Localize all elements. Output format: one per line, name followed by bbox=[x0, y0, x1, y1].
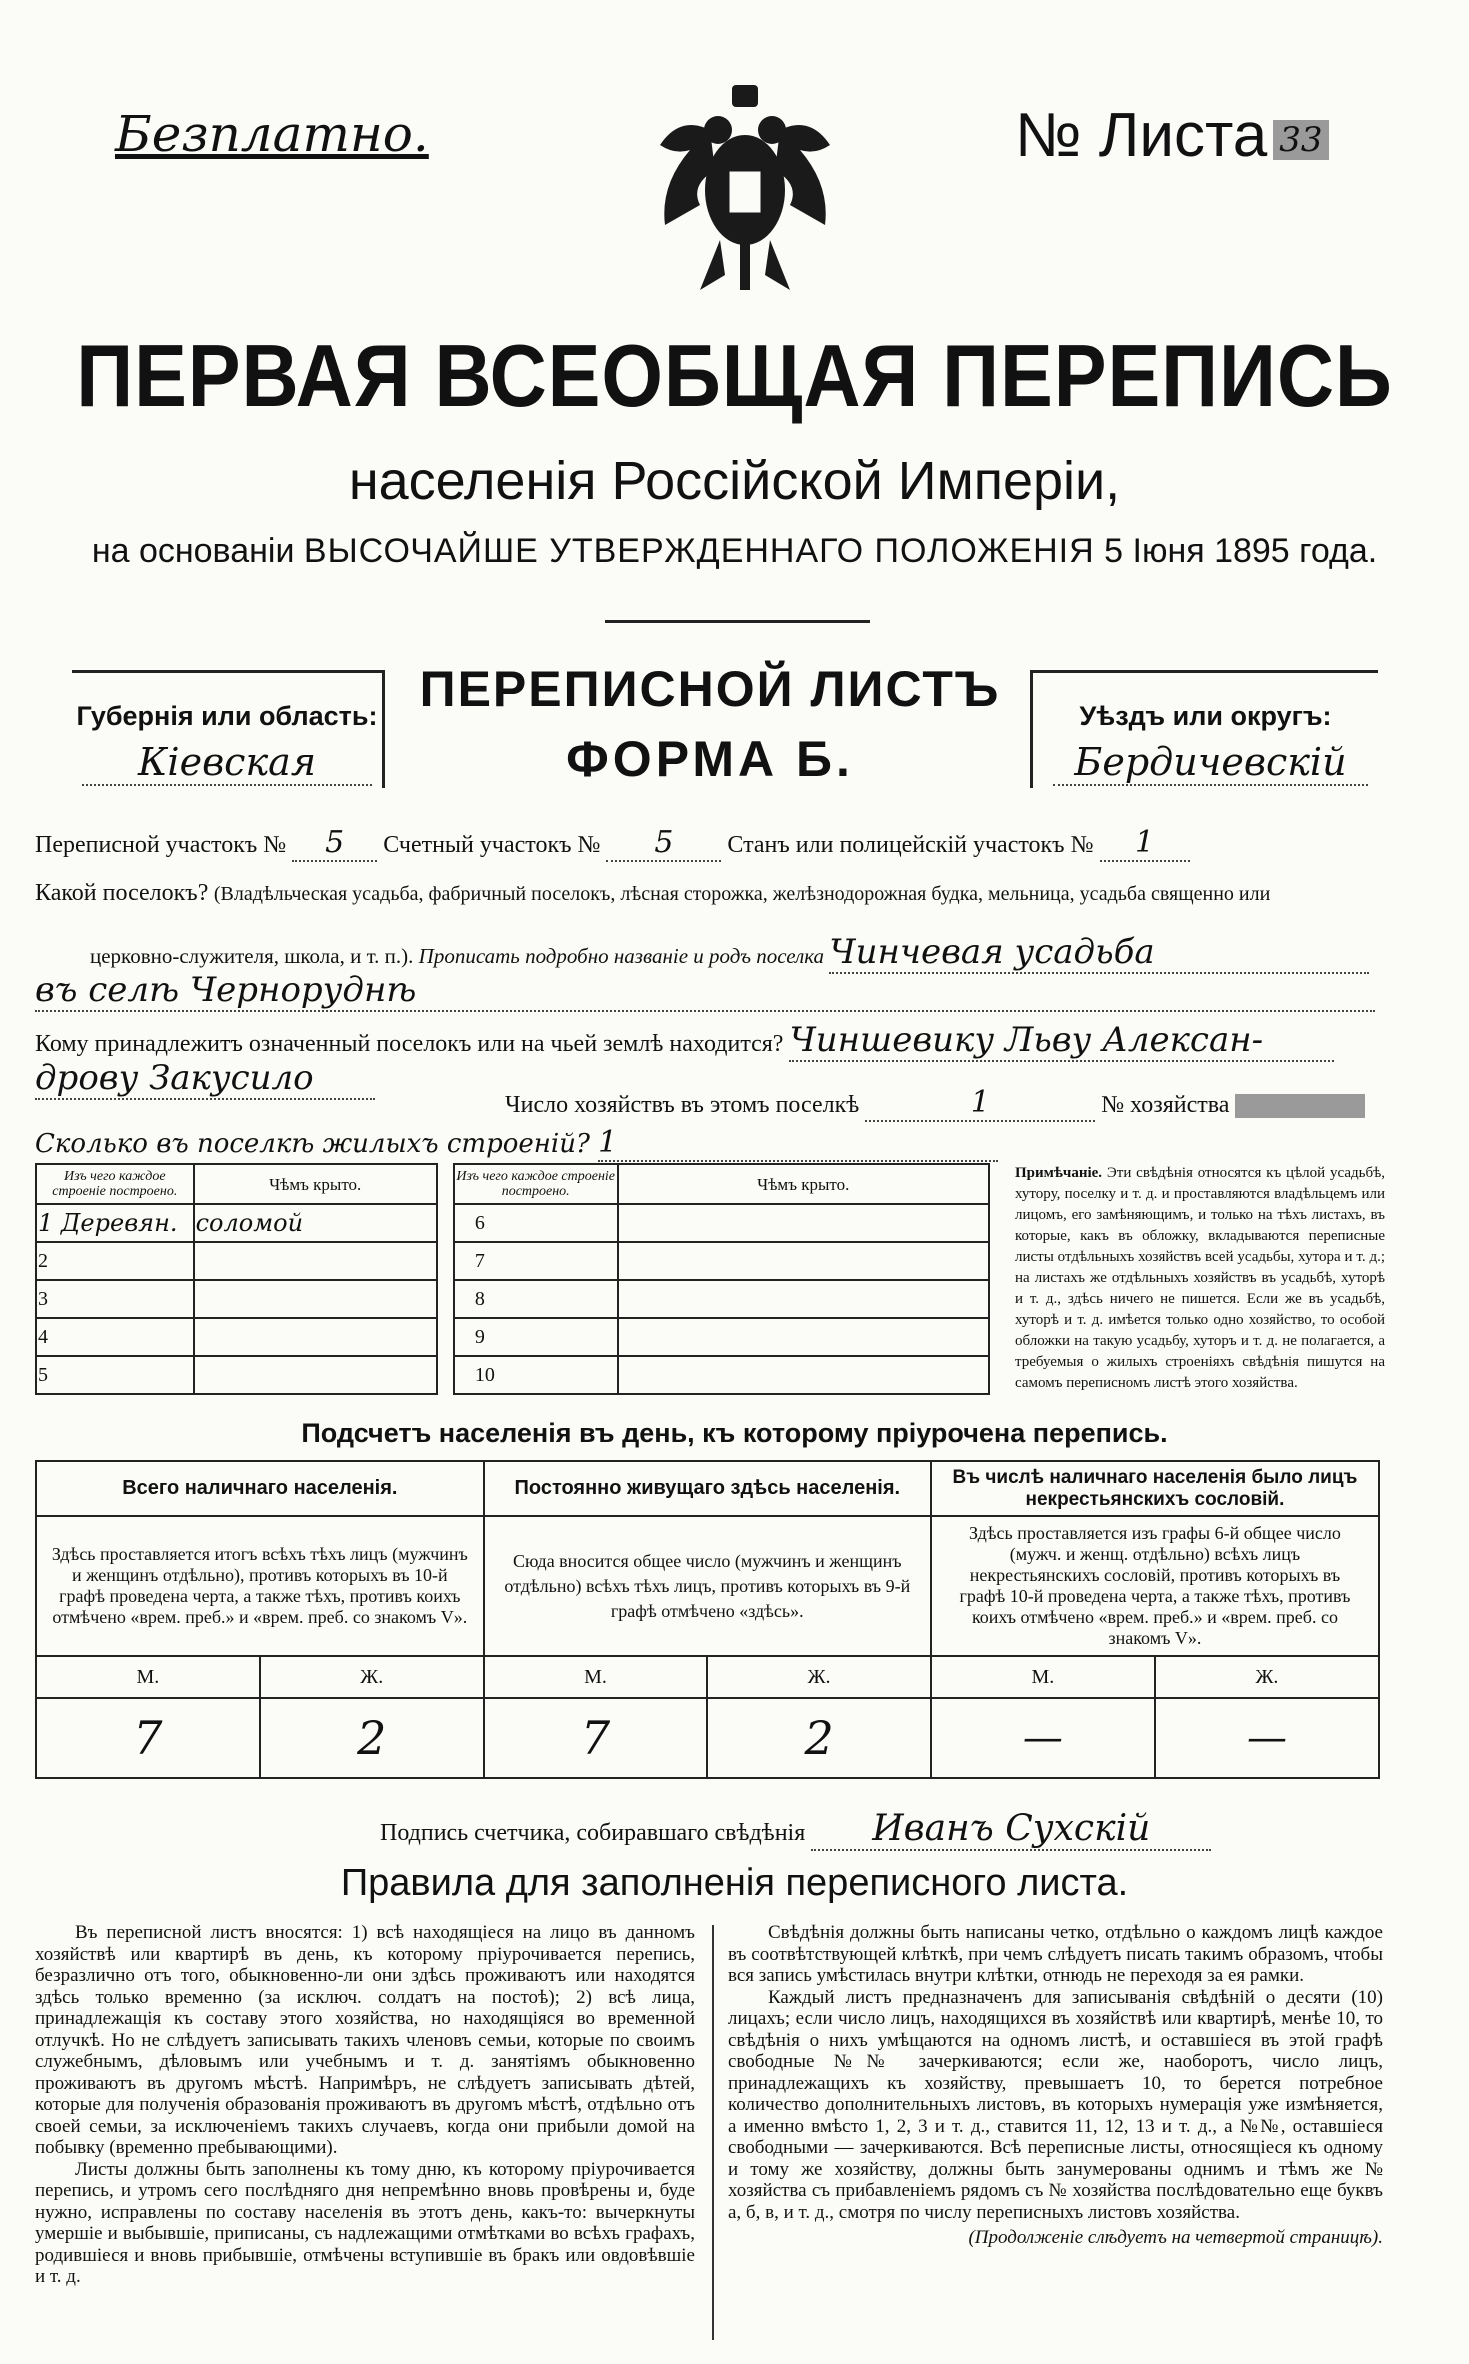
settlement-line-2 bbox=[90, 932, 1369, 974]
col1-text: Здѣсь проставляется итогъ всѣхъ тѣхъ лицъ (мужчинъ и женщинъ отдѣльно), противъ которыхъ въ 10-й графѣ проведена черта, а также тѣхъ, противъ коихъ отмѣчено «врем. преб.» и «врем. преб. со знакомъ V». bbox=[36, 1516, 484, 1656]
free-label: Безплатно. bbox=[115, 105, 429, 163]
coat-of-arms-icon bbox=[640, 75, 850, 315]
household-no-redacted bbox=[1235, 1094, 1365, 1118]
settlement-label: Какой поселокъ? bbox=[35, 880, 209, 906]
owner-line bbox=[35, 1020, 1334, 1062]
sheet-number-value: 33 bbox=[1273, 120, 1328, 160]
col-roof-right: Чѣмъ крыто. bbox=[618, 1164, 989, 1204]
col-roof-left: Чѣмъ крыто. bbox=[194, 1164, 437, 1204]
police-district-label: Станъ или полицейскій участокъ № bbox=[727, 832, 1094, 858]
buildings-value: 1 bbox=[598, 1125, 998, 1162]
owner-value-1: Чиншевику Льву Алексан- bbox=[789, 1020, 1334, 1062]
col-material-left: Изъ чего каждое строеніе построено. bbox=[36, 1164, 194, 1204]
population-values bbox=[36, 1698, 1379, 1778]
page-title: ПЕРВАЯ ВСЕОБЩАЯ ПЕРЕПИСЬ bbox=[76, 326, 1393, 425]
owner-value-2: дрову Закусило bbox=[35, 1058, 375, 1100]
signature-value: Иванъ Сухскій bbox=[811, 1808, 1211, 1851]
col3-title: Въ числѣ наличнаго населенія было лицъ некрестьянскихъ сословій. bbox=[931, 1461, 1379, 1516]
col-material-right: Изъ чего каждое строеніе построено. bbox=[454, 1164, 618, 1204]
nonpeasant-female: — bbox=[1155, 1698, 1379, 1778]
rules-left-p1: Въ переписной листъ вносятся: 1) всѣ находящіеся на лицо въ данномъ хозяйствѣ или квартирѣ въ день, къ которому пріурочивается перепись, безразлично отъ того, обыкновенно-ли они здѣсь проживаютъ или находятся здѣсь только временно (за исключ. солдатъ на постоѣ); 2) всѣ лица, принадлежащія къ составу этого хозяйства, но находящіяся во временной отлучкѣ. Но не слѣдуетъ записывать такихъ членовъ семьи, которые по своимъ служебнымъ, дѣловымъ или учебнымъ и т. д. занятіямъ обыкновенно проживаютъ въ другомъ мѣстѣ. Напримѣръ, не слѣдуетъ записывать дѣтей, которые для полученія образованія проживаютъ въ другомъ мѣстѣ, отдѣльно отъ своей семьи, за исключеніемъ такихъ случаевъ, когда они прибыли домой на побывку (временно пребывающими). bbox=[35, 1922, 695, 2158]
col3-text: Здѣсь проставляется изъ графы 6-й общее число (мужч. и женщ. отдѣльно) всѣхъ лицъ некрестьянскихъ сословій, противъ которыхъ въ графѣ 10-й проведена черта, а также тѣхъ, противъ коихъ отмѣчено «врем. преб.» и «врем. преб. со знакомъ V». bbox=[931, 1516, 1379, 1656]
note bbox=[1015, 1163, 1385, 1394]
rules-left-p2: Листы должны быть заполнены къ тому дню, къ которому пріурочивается перепись, и утромъ сего послѣдняго дня непремѣнно вновь провѣрены и, буде нужно, исправлены по составу населенія въ этотъ день, какъ-то: вычеркнуты умершіе и выбывшіе, приписаны, съ надлежащими отмѣтками во всѣхъ графахъ, родившіеся и вновь прибывшіе, отмѣчены вступившіе въ бракъ или овдовѣвшіе и т. д. bbox=[35, 2158, 695, 2287]
households-value: 1 bbox=[865, 1085, 1095, 1122]
households-label: Число хозяйствъ въ этомъ поселкѣ bbox=[505, 1092, 860, 1118]
material-1: Деревян. bbox=[60, 1209, 178, 1237]
permanent-female: 2 bbox=[707, 1698, 931, 1778]
settlement-value-2: въ селѣ Черноруднѣ bbox=[35, 970, 1375, 1012]
note-text: Эти свѣдѣнія относятся къ цѣлой усадьбѣ, хутору, поселку и т. д. и проставляются владѣльцемъ или лицомъ, его замѣняющимъ, и только на тѣхъ листахъ, въ которые, какъ въ обложку, вкладываются переписные листы отдѣльныхъ хозяйствъ всей усадьбы, хутора и т. д.; на листахъ же отдѣльныхъ хозяйствъ въ усадьбѣ, хуторѣ и т. д., здѣсь ничего не пишется. Если же въ усадьбѣ, хуторѣ и т. д. имѣется только одно хозяйство, то особой обложки на такую усадьбу, хуторъ и т. д. не полагается, а требуемыя о жилыхъ строеніяхъ свѣдѣнія пишутся на самомъ переписномъ листѣ этого хозяйства. bbox=[1015, 1165, 1386, 1391]
table-row: 3 8 bbox=[36, 1280, 989, 1318]
settlement-hint-3: Прописать подробно названіе и родъ поселка bbox=[418, 944, 825, 968]
province-box bbox=[72, 670, 385, 788]
settlement-hint-2: церковно-служителя, школа, и т. п.). bbox=[90, 944, 414, 968]
table-row: 2 7 bbox=[36, 1242, 989, 1280]
permanent-male: 7 bbox=[484, 1698, 708, 1778]
district-value: Бердичевскій bbox=[1053, 740, 1368, 786]
settlement-value-1: Чинчевая усадьба bbox=[829, 932, 1369, 974]
basis-line bbox=[0, 532, 1469, 571]
household-no-label: № хозяйства bbox=[1101, 1092, 1230, 1118]
roof-1: соломой bbox=[194, 1204, 437, 1242]
sheet-number-label: № Листа bbox=[1015, 101, 1268, 170]
basis-caps: ВЫСОЧАЙШЕ УТВЕРЖДЕННАГО ПОЛОЖЕНІЯ bbox=[303, 532, 1095, 570]
owner-label: Кому принадлежитъ означенный поселокъ или на чьей землѣ находится? bbox=[35, 1031, 784, 1057]
rules-right-p1: Свѣдѣнія должны быть написаны четко, отдѣльно о каждомъ лицѣ каждое въ соотвѣтствующей клѣткѣ, при чемъ слѣдуетъ писать такимъ образомъ, чтобы вся запись умѣстилась внутри клѣтки, отнюдь не переходя за ея рамки. bbox=[728, 1922, 1383, 1986]
census-district-value: 5 bbox=[292, 825, 377, 862]
table-row: 5 10 bbox=[36, 1356, 989, 1394]
rules-divider bbox=[712, 1925, 714, 2340]
households-line bbox=[505, 1085, 1365, 1122]
rules-continued: (Продолженіе слѣдуетъ на четвертой страницѣ). bbox=[968, 2227, 1383, 2248]
population-table: Всего наличнаго населенія. Постоянно живущаго здѣсь населенія. Въ числѣ наличнаго населенія было лицъ некрестьянскихъ сословій. Здѣсь проставляется итогъ всѣхъ тѣхъ лицъ (мужчинъ и женщинъ отдѣльно), противъ которыхъ въ 10-й графѣ проведена черта, а также тѣхъ, противъ коихъ отмѣчено «врем. преб.» и «врем. преб. со знакомъ V». Сюда вносится общее число (мужчинъ и женщинъ отдѣльно) всѣхъ тѣхъ лицъ, противъ которыхъ въ 9-й графѣ отмѣчено «здѣсь». Здѣсь проставляется изъ графы 6-й общее число (мужч. и женщ. отдѣльно) всѣхъ лицъ некрестьянскихъ сословій, противъ которыхъ въ графѣ 10-й проведена черта, а также тѣхъ, противъ коихъ отмѣчено «врем. преб.» и «врем. преб. со знакомъ V». М. Ж. М. Ж. М. Ж. 7 2 7 2 — — bbox=[35, 1460, 1380, 1779]
district-label: Уѣздъ или округъ: bbox=[1079, 701, 1332, 731]
signature-line bbox=[380, 1808, 1211, 1851]
signature-label: Подпись счетчика, собиравшаго свѣдѣнія bbox=[380, 1820, 806, 1846]
police-district-value: 1 bbox=[1100, 825, 1190, 862]
total-male: 7 bbox=[36, 1698, 260, 1778]
rules-right bbox=[728, 1922, 1383, 2249]
buildings-table bbox=[35, 1163, 990, 1395]
col1-title: Всего наличнаго населенія. bbox=[36, 1461, 484, 1516]
sheet-number bbox=[1015, 100, 1329, 171]
districts-line bbox=[35, 825, 1190, 862]
col2-title: Постоянно живущаго здѣсь населенія. bbox=[484, 1461, 931, 1516]
note-title: Примѣчаніе. bbox=[1015, 1165, 1103, 1181]
buildings-line bbox=[35, 1125, 998, 1162]
page-subtitle: населенія Россійской Имперіи, bbox=[348, 451, 1121, 511]
rules-left bbox=[35, 1922, 695, 2288]
counting-district-label: Счетный участокъ № bbox=[383, 832, 601, 858]
divider bbox=[605, 620, 870, 623]
table-row: 4 9 bbox=[36, 1318, 989, 1356]
form-heading: ПЕРЕПИСНОЙ ЛИСТЪ bbox=[419, 661, 1001, 717]
counting-district-value: 5 bbox=[606, 825, 721, 862]
settlement-hint-1: (Владѣльческая усадьба, фабричный поселокъ, лѣсная сторожка, желѣзнодорожная будка, мельница, усадьба священно или bbox=[213, 883, 1271, 905]
census-district-label: Переписной участокъ № bbox=[35, 832, 287, 858]
rules-right-p2: Каждый листъ предназначенъ для записыванія свѣдѣній о десяти (10) лицахъ; если число лицъ, находящихся въ хозяйствѣ или квартирѣ, менѣе 10, то свѣдѣнія о нихъ умѣщаются на одномъ листѣ, и оставшіеся въ этой графѣ свободные №№ зачеркиваются; если же, наоборотъ, число лицъ, принадлежащихъ къ хозяйству, превышаетъ 10, то берется потребное количество дополнительныхъ листовъ, въ которыхъ нумерація уже измѣняется, а именно вмѣсто 1, 2, 3 и т. д., ставится 11, 12, 13 и т. д., а №№, оставшіеся свободными — зачеркиваются. Всѣ переписные листы, относящіеся къ одному и тому же хозяйству, должны быть занумерованы однимъ и тѣмъ же № хозяйства съ прибавленіемъ рядомъ съ № хозяйства послѣдовательно еще буквъ а, б, в, и т. д., смотря по числу переписныхъ листовъ хозяйства. bbox=[728, 1986, 1383, 2223]
province-value: Кіевская bbox=[82, 740, 372, 786]
province-label: Губернія или область: bbox=[76, 701, 378, 731]
basis-suffix: 5 Іюня 1895 года. bbox=[1104, 532, 1378, 570]
settlement-line-1 bbox=[35, 880, 1270, 907]
district-box bbox=[1030, 670, 1378, 788]
table-row: 1 Деревян. соломой 6 bbox=[36, 1204, 989, 1242]
form-label: ФОРМА Б. bbox=[566, 731, 854, 787]
buildings-label: Сколько въ поселкѣ жилыхъ строеній? bbox=[35, 1129, 590, 1159]
total-female: 2 bbox=[260, 1698, 484, 1778]
col2-text: Сюда вносится общее число (мужчинъ и женщинъ отдѣльно) всѣхъ тѣхъ лицъ, противъ которыхъ въ 9-й графѣ отмѣчено «здѣсь». bbox=[484, 1516, 931, 1656]
rules-title: Правила для заполненія переписного листа. bbox=[340, 1862, 1129, 1904]
population-title: Подсчетъ населенія въ день, къ которому пріурочена перепись. bbox=[301, 1418, 1168, 1448]
basis-prefix: на основаніи bbox=[91, 532, 295, 570]
nonpeasant-male: — bbox=[931, 1698, 1155, 1778]
